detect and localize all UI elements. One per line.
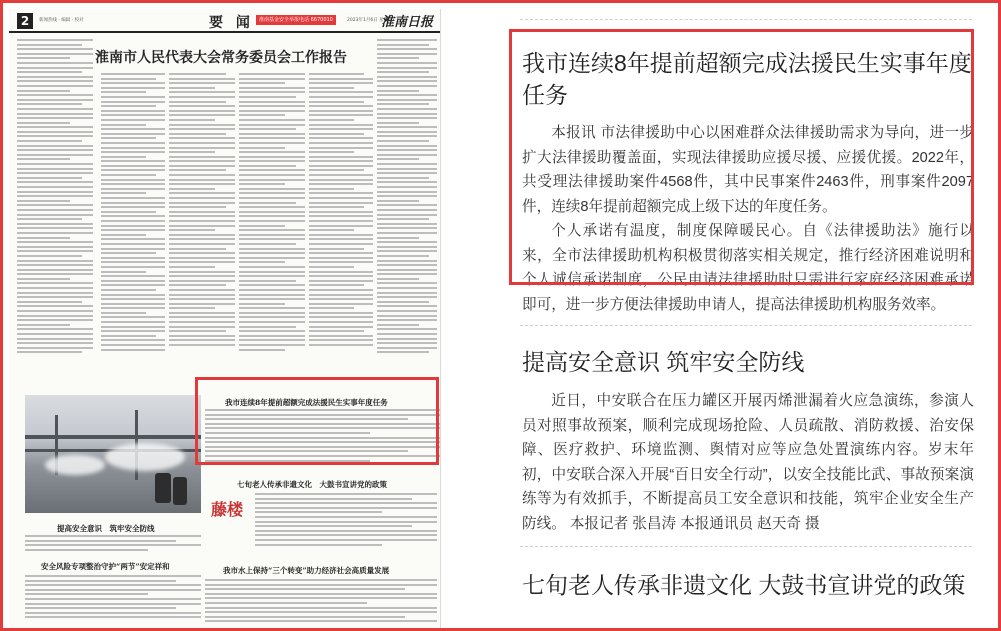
text-column [309, 73, 373, 389]
article-title[interactable]: 我市连续8年提前超额完成法援民生实事年度任务 [522, 50, 972, 108]
masthead-date: 2023年1月6日 星期五 [347, 18, 393, 23]
text-column [255, 493, 437, 551]
hotline-badge: 淮南基金安全举报电话 6670010 [256, 15, 336, 25]
safety-headline[interactable]: 提高安全意识 筑牢安全防线 [57, 524, 155, 533]
text-column [25, 575, 201, 629]
page-number: 2 [17, 13, 33, 29]
culture-headline[interactable]: 七旬老人传承非遗文化 大鼓书宣讲党的政策 [237, 480, 387, 489]
text-column [205, 579, 437, 629]
article-paragraph: 本报讯 市法律援助中心以困难群众法律援助需求为导向，进一步扩大法律援助覆盖面，实现法律援助应援尽援、应援优援。2022年，共受理法律援助案件4568件，其中民事案件2463件，刑事案件2097件，连续8年提前超额完成上级下达的年度任务。 [522, 125, 974, 215]
newspaper-page[interactable] [9, 9, 441, 629]
divider [520, 19, 972, 20]
calligraphy-logo: 藤楼 [211, 500, 244, 519]
newspaper-masthead [9, 9, 441, 33]
article-paragraph: 近日，中安联合在压力罐区开展丙烯泄漏着火应急演练，参演人员对照事故预案，顺利完成现场抢险、人员疏散、消防救援、治安保障、医疗救护、环境监测、舆情对应等应急处置演练内容。岁末年初，中安联合深入开展“百日安全行动”，以安全技能比武、事故预案演练等为有效抓手，不断提高员工安全意识和技能，筑牢企业安全生产防线。 本报记者 张昌涛 本报通讯员 赵天奇 摄 [522, 393, 974, 532]
section-title: 要 闻 [209, 15, 254, 31]
article-title[interactable]: 七旬老人传承非遗文化 大鼓书宣讲党的政策 [522, 572, 966, 598]
newspaper-brand-logo: 淮南日报 [380, 15, 433, 30]
text-column [239, 73, 305, 389]
text-column [377, 39, 437, 389]
boxed-headline[interactable]: 我市连续8年提前超额完成法援民生实事年度任务 [225, 398, 388, 407]
text-column [101, 73, 165, 389]
article-title[interactable]: 提高安全意识 筑牢安全防线 [522, 349, 805, 375]
article-paragraph: 个人承诺有温度，制度保障暖民心。自《法律援助法》施行以来，全市法律援助机构积极贯彻落实相关规定，推行经济困难说明和个人诚信承诺制度，公民申请法律援助时只需进行家庭经济困难承诺即可，进一步方便法律援助申请人，提高法律援助机构服务效率。 [522, 223, 974, 313]
emergency-drill-photo[interactable] [25, 395, 201, 513]
article-body [522, 389, 974, 536]
article-highlight-box [195, 377, 439, 465]
divider [520, 325, 972, 326]
water-headline[interactable]: 我市水上保持“三个转变”助力经济社会高质量发展 [223, 566, 390, 575]
text-column [17, 39, 93, 389]
article-focus-box [509, 29, 974, 285]
lead-headline: 淮南市人民代表大会常务委员会工作报告 [95, 50, 347, 66]
text-column [169, 73, 235, 389]
text-column [25, 535, 201, 557]
festival-headline[interactable]: 安全风险专项整治守护“两节”安定祥和 [41, 562, 170, 571]
masthead-left-text: 新闻热线 · 编辑 · 校对 [39, 18, 84, 23]
divider [520, 546, 972, 547]
